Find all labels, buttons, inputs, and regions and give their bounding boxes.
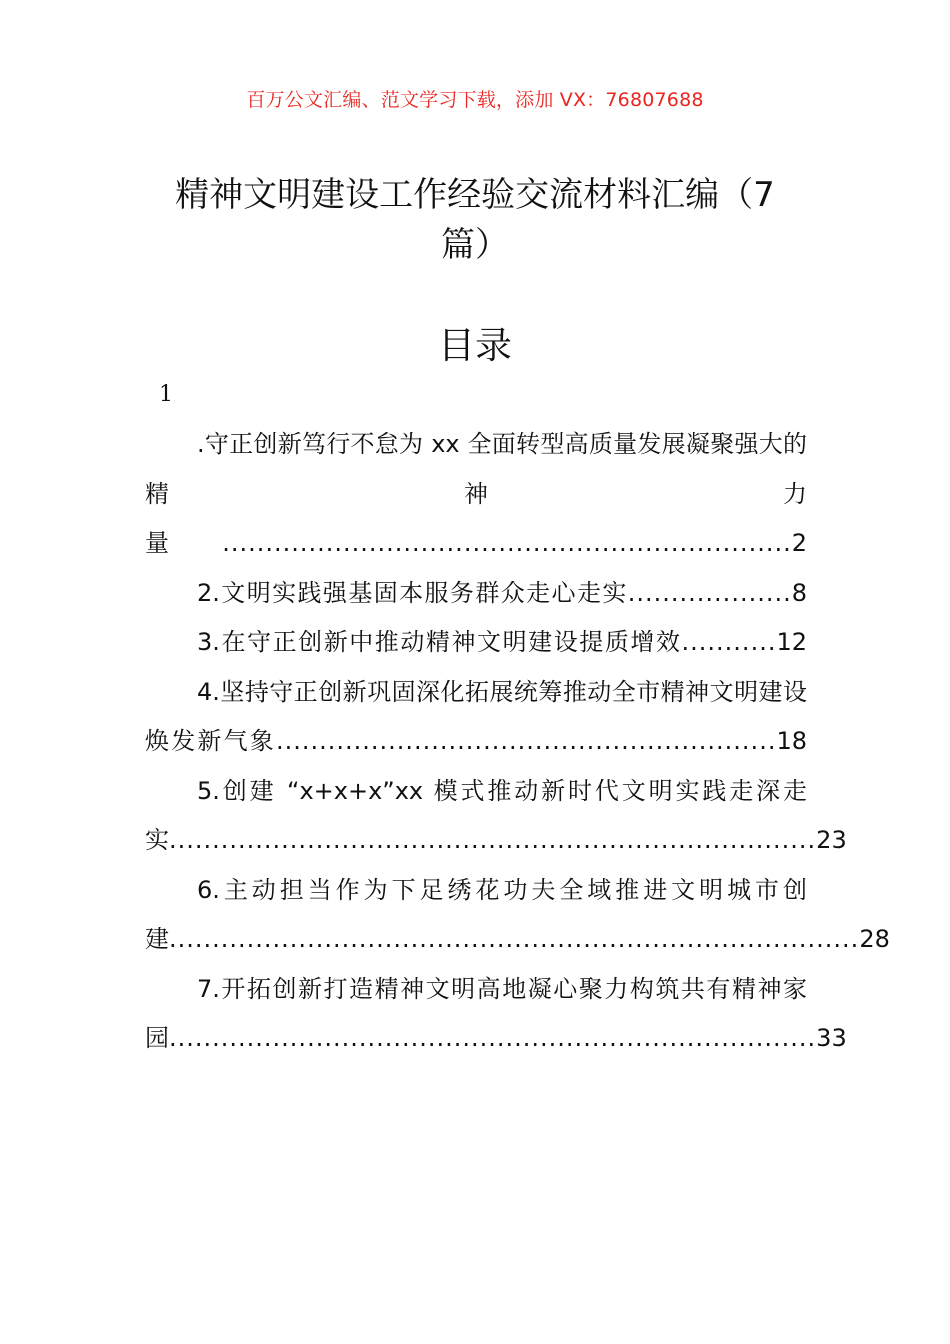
toc-leader-dots: ...........................................................................: [169, 826, 817, 854]
toc-entry-page: 23: [816, 826, 847, 854]
document-title: [150, 170, 800, 270]
toc-entry-title: 3.在守正创新中推动精神文明建设提质增效: [197, 628, 682, 656]
title-line-1: 精神文明建设工作经验交流材料汇编（7: [175, 175, 775, 215]
toc-entry-title: 7.开拓创新打造精神文明高地凝心聚力构筑共有精神家园: [145, 974, 807, 1052]
toc-entry-2[interactable]: [145, 569, 807, 619]
toc-entry-page: 2: [791, 529, 807, 557]
toc-heading: 目录: [438, 324, 512, 367]
toc-entry-page: 28: [859, 925, 890, 953]
toc-entry-4[interactable]: [145, 668, 807, 767]
toc-entry-page: 18: [776, 727, 807, 755]
toc-leader-dots: ...................: [627, 578, 792, 607]
toc-entry-title: 2.文明实践强基固本服务群众走心走实: [197, 578, 628, 607]
toc-entry-page: 8: [791, 578, 807, 607]
toc-leader-dots: ..........................................................: [275, 727, 777, 755]
stray-number: 1: [159, 382, 173, 407]
toc-entry-title: 6.主动担当作为下足绣花功夫全域推进文明城市创建: [145, 875, 807, 953]
toc-leader-dots: ...........................................................................: [169, 1024, 817, 1052]
toc-entry-7[interactable]: [145, 965, 847, 1064]
toc-entry-title: .守正创新笃行不怠为 xx 全面转型高质量发展凝聚强大的精神力量: [145, 430, 807, 557]
header-note: 百万公文汇编、范文学习下载，添加 VX：76807688: [246, 89, 704, 111]
title-line-2: 篇）: [441, 225, 509, 265]
toc-entry-6[interactable]: [145, 866, 890, 965]
toc-entry-1[interactable]: [145, 420, 807, 569]
toc-entry-title: 5.创建 “x+x+x”xx 模式推动新时代文明实践走深走实: [145, 776, 807, 854]
toc-entry-title: 4.坚持守正创新巩固深化拓展统筹推动全市精神文明建设焕发新气象: [145, 677, 807, 755]
toc-entry-5[interactable]: [145, 767, 847, 866]
toc-leader-dots: ...........: [681, 628, 777, 656]
table-of-contents: [145, 420, 890, 1064]
toc-entry-3[interactable]: [145, 618, 807, 668]
toc-entry-page: 12: [776, 628, 807, 656]
toc-leader-dots: ..................................................................: [222, 529, 792, 557]
toc-leader-dots: ................................................................................: [169, 925, 860, 953]
toc-entry-page: 33: [816, 1024, 847, 1052]
